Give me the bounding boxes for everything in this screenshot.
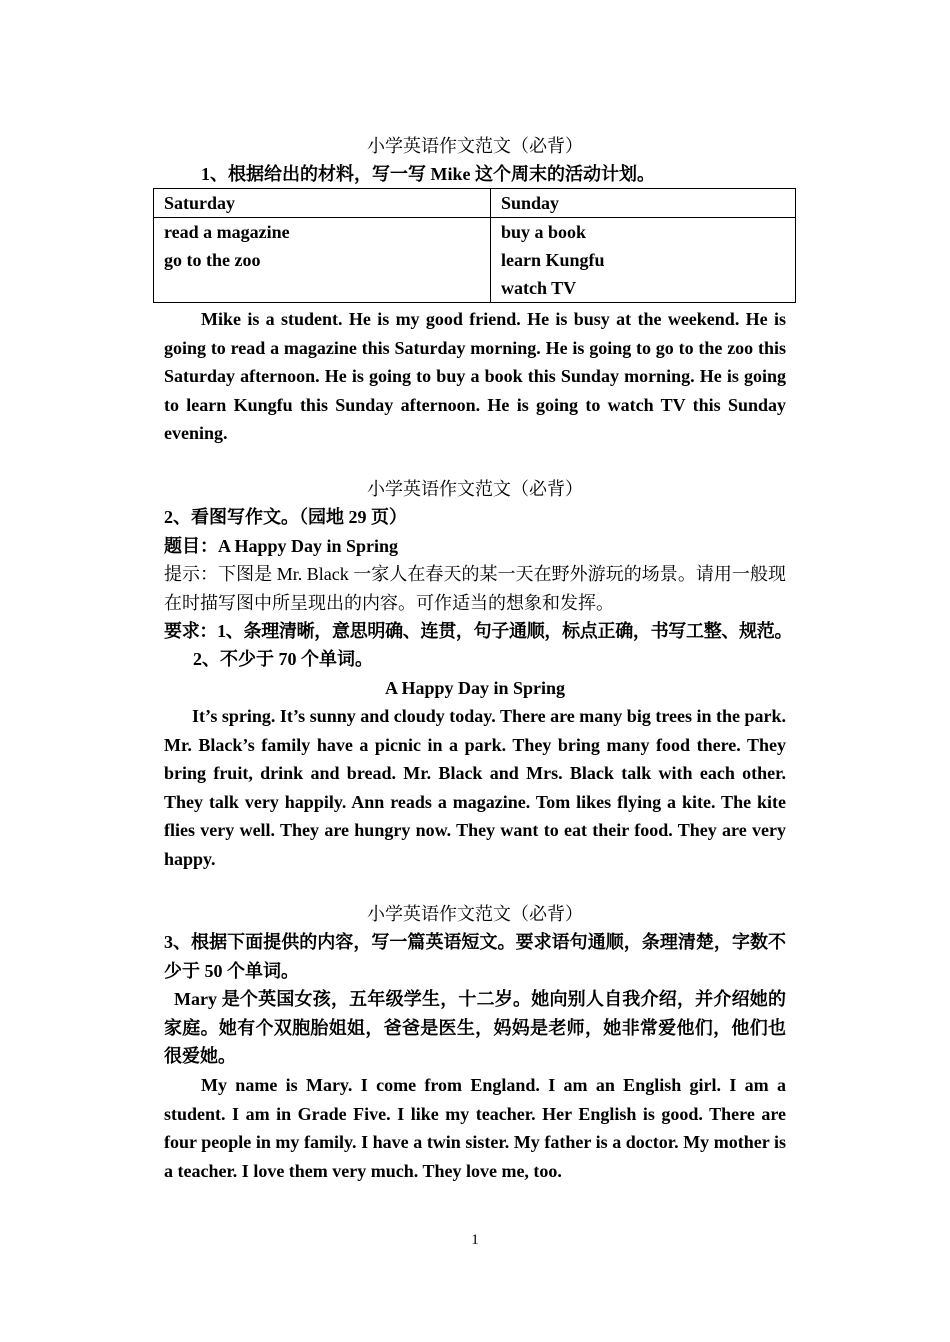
table-header-sunday: Sunday [491, 189, 796, 218]
section2-hint: 提示：下图是 Mr. Black 一家人在春天的某一天在野外游玩的场景。请用一般现在时描写图中所呈现出的内容。可作适当的想象和发挥。 [164, 564, 786, 613]
section2-requirement-2: 2、不少于 70 个单词。 [193, 649, 373, 669]
weekend-plan-table [153, 188, 796, 303]
section3-task: 3、根据下面提供的内容，写一篇英语短文。要求语句通顺，条理清楚，字数不少于 50 个单词。 [164, 932, 786, 981]
table-row [154, 218, 796, 303]
saturday-activities [154, 218, 491, 303]
section1-essay: Mike is a student. He is my good friend. He is busy at the weekend. He is going to read a magazine this Saturday morning. He is going to go to the zoo this Saturday afternoon. He is going to buy a book this Sunday morning. He is going to learn Kungfu this Sunday afternoon. He is going to watch TV this Sunday evening. [164, 309, 786, 443]
list-item: watch TV [501, 278, 577, 298]
table-header-saturday: Saturday [154, 189, 491, 218]
section2-requirement-1: 要求：1、条理清晰，意思明确、连贯，句子通顺，标点正确，书写工整、规范。 [164, 621, 793, 641]
section3-essay: My name is Mary. I come from England. I am an English girl. I am a student. I am in Grade Five. I like my teacher. Her English is good. There are four people in my family. I have a twin sister. My father is a doctor. My mother is a teacher. I love them very much. They love me, too. [164, 1075, 786, 1181]
sunday-activities [491, 218, 796, 303]
list-item [164, 274, 480, 302]
list-item: buy a book [501, 222, 587, 242]
list-item: read a magazine [164, 222, 290, 242]
section2-heading: 小学英语作文范文（必背） [367, 479, 583, 499]
section3-heading: 小学英语作文范文（必背） [367, 904, 583, 924]
section3-prompt: Mary 是个英国女孩，五年级学生，十二岁。她向别人自我介绍，并介绍她的家庭。她有个双胞胎姐姐，爸爸是医生，妈妈是老师，她非常爱他们，他们也很爱她。 [164, 989, 786, 1066]
section2-title-line: 题目：A Happy Day in Spring [164, 536, 399, 556]
section1-heading: 小学英语作文范文（必背） [367, 136, 583, 156]
page-number: 1 [471, 1232, 479, 1248]
list-item: go to the zoo [164, 250, 261, 270]
list-item: learn Kungfu [501, 250, 605, 270]
section2-essay-title: A Happy Day in Spring [384, 678, 566, 698]
table-header-row [154, 189, 796, 218]
section1-task: 1、根据给出的材料，写一写 Mike 这个周末的活动计划。 [201, 164, 655, 184]
section2-task: 2、看图写作文。（园地 29 页） [164, 507, 407, 527]
section2-essay: It’s spring. It’s sunny and cloudy today. There are many big trees in the park. Mr. Black’s family have a picnic in a park. They bring many food there. They bring fruit, drink and bread. Mr. Black and Mrs. Black talk with each other. They talk very happily. Ann reads a magazine. Tom likes flying a kite. The kite flies very well. They are hungry now. They want to eat their food. They are very happy. [164, 706, 786, 869]
